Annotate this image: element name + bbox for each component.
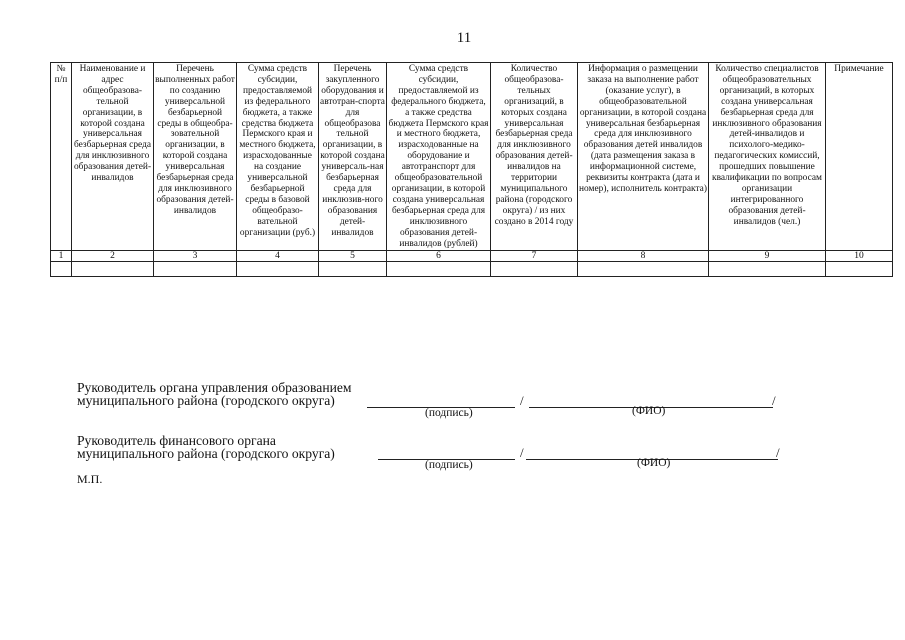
name-caption: (ФИО): [637, 457, 671, 469]
header-cell-equipment: Перечень закупленного оборудования и автотран-спорта для общеобразова тельной организации, в которой создана универсаль-ная безбарьерная среда для инклюзив-ного образования детей-инвалидов: [319, 63, 387, 251]
column-number: 10: [826, 251, 893, 262]
header-cell-subsidy-environment: Сумма средств субсидии, предоставляемой из федерального бюджета, а также средства бюджета Пермского края и местного бюджета, израсходованные на создание универсальной безбарьерной среды в базовой общеобразо-вательной организации (руб.): [237, 63, 319, 251]
column-number: 3: [154, 251, 237, 262]
column-number: 9: [709, 251, 826, 262]
slash-separator: /: [520, 393, 524, 408]
page-number: 11: [456, 30, 472, 46]
slash-separator: /: [776, 445, 780, 460]
empty-cell: [826, 262, 893, 277]
empty-cell: [709, 262, 826, 277]
header-cell-specialists: Количество специалистов общеобразовательных организаций, в которых создана универсальная безбарьерная среда для инклюзивного образования детей-инвалидов и психолого-медико-педагогических комиссий, прошедших повышение квалификации по вопросам организации интегрированного образования детей-инвалидов (чел.): [709, 63, 826, 251]
column-number: 2: [72, 251, 154, 262]
slash-separator: /: [772, 393, 776, 408]
column-number: 1: [51, 251, 72, 262]
stamp-placeholder: М.П.: [77, 472, 103, 486]
name-caption: (ФИО): [632, 405, 666, 417]
empty-cell: [72, 262, 154, 277]
header-cell-organization-count: Количество общеобразова-тельных организаций, в которых создана универсальная безбарьерная среда для инклюзивного образования детей-инвалидов на территории муниципального района (городского округа) / из них создано в 2014 году: [491, 63, 578, 251]
header-cell-number: № п/п: [51, 63, 72, 251]
column-number-row: [51, 251, 893, 262]
column-number: 7: [491, 251, 578, 262]
signature-block-finance: [77, 434, 335, 460]
signature-title-line2: муниципального района (городского округа): [77, 393, 335, 408]
signature-caption: (подпись): [425, 459, 473, 471]
header-cell-works: Перечень выполненных работ по созданию универсальной безбарьерной среды в общеобра-зовательной организации, в которой создана универсальная безбарьерная среда для инклюзивного образования детей-инвалидов: [154, 63, 237, 251]
slash-separator: /: [520, 445, 524, 460]
signature-caption: (подпись): [425, 407, 473, 419]
header-row: [51, 63, 893, 251]
column-number: 6: [387, 251, 491, 262]
header-cell-note: Примечание: [826, 63, 893, 251]
signature-title-line2: муниципального района (городского округа): [77, 446, 335, 461]
empty-cell: [51, 262, 72, 277]
signature-title-line1: Руководитель органа управления образованием: [77, 380, 352, 395]
empty-data-row: [51, 262, 893, 277]
report-table: [50, 62, 893, 277]
signature-title-line1: Руководитель финансового органа: [77, 433, 276, 448]
empty-cell: [319, 262, 387, 277]
column-number: 5: [319, 251, 387, 262]
column-number: 4: [237, 251, 319, 262]
empty-cell: [491, 262, 578, 277]
header-cell-subsidy-equipment: Сумма средств субсидии, предоставляемой из федерального бюджета, а также средства бюджета Пермского края и местного бюджета, израсходованные на оборудование и автотранспорт для общеобразовательной организации, в которой создана универсальная безбарьерная среда для инклюзивного образования детей-инвалидов (рублей): [387, 63, 491, 251]
header-cell-organization: Наименование и адрес общеобразова-тельной организации, в которой создана универсальная безбарьерная среда для инклюзивного образования детей-инвалидов: [72, 63, 154, 251]
empty-cell: [578, 262, 709, 277]
empty-cell: [387, 262, 491, 277]
column-number: 8: [578, 251, 709, 262]
signature-block-education: [77, 381, 352, 407]
header-cell-order-info: Информация о размещении заказа на выполнение работ (оказание услуг), в общеобразовательной организации, в которой создана универсальная безбарьерная среда для инклюзивного образования детей инвалидов (дата размещения заказа в информационной системе, реквизиты контракта (дата и номер), исполнитель контракта): [578, 63, 709, 251]
empty-cell: [237, 262, 319, 277]
empty-cell: [154, 262, 237, 277]
